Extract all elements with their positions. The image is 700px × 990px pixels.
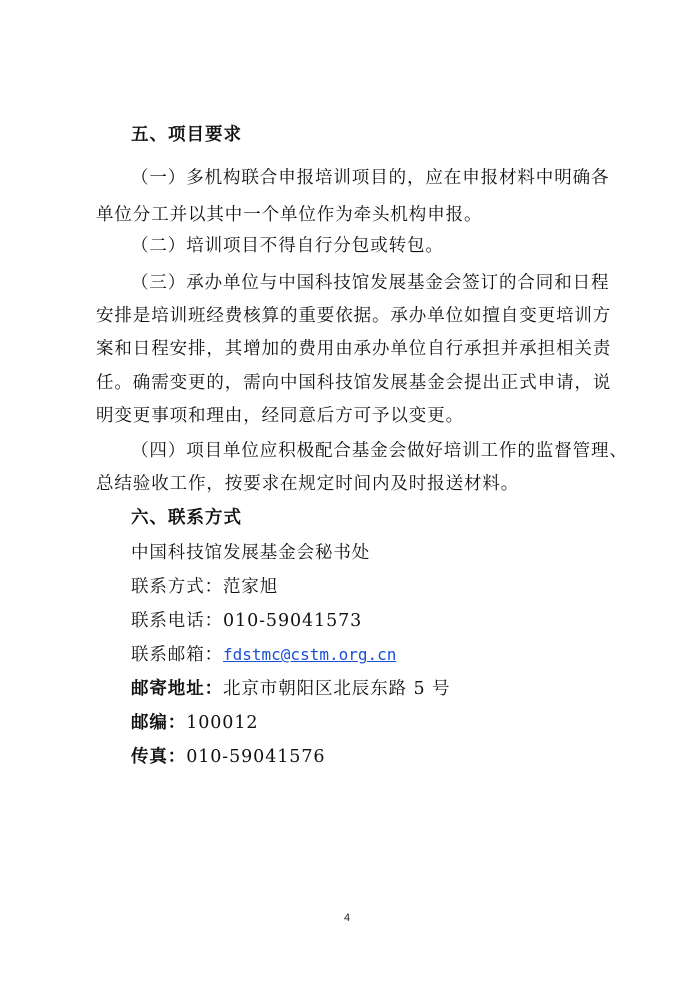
item4-line2: 总结验收工作，按要求在规定时间内及时报送材料。 xyxy=(96,474,520,494)
contact-email-row xyxy=(131,645,396,665)
item3-line4: 任。确需变更的，需向中国科技馆发展基金会提出正式申请，说 xyxy=(96,373,612,393)
page-number: 4 xyxy=(344,912,351,924)
item3-line1: （三）承办单位与中国科技馆发展基金会签订的合同和日程 xyxy=(131,273,610,293)
item2: （二）培训项目不得自行分包或转包。 xyxy=(131,236,444,256)
contact-org: 中国科技馆发展基金会秘书处 xyxy=(131,543,371,563)
contact-phone-row xyxy=(131,611,362,631)
contact-address-label: 邮寄地址： xyxy=(131,679,223,699)
item1-line1: （一）多机构联合申报培训项目的，应在申报材料中明确各 xyxy=(131,168,610,188)
contact-fax-row xyxy=(131,747,325,767)
contact-postcode-label: 邮编： xyxy=(131,713,187,733)
contact-fax-value: 010-59041576 xyxy=(186,747,326,767)
contact-fax-label: 传真： xyxy=(131,747,187,767)
item3-line2: 安排是培训班经费核算的重要依据。承办单位如擅自变更培训方 xyxy=(96,306,612,326)
item1-line2: 单位分工并以其中一个单位作为牵头机构申报。 xyxy=(96,205,483,225)
contact-address-row xyxy=(131,679,450,699)
item3-line3: 案和日程安排，其增加的费用由承办单位自行承担并承担相关责 xyxy=(96,339,612,359)
contact-person-value: 范家旭 xyxy=(223,577,279,597)
item3-line5: 明变更事项和理由，经同意后方可予以变更。 xyxy=(96,406,464,426)
contact-person-label: 联系方式： xyxy=(131,577,223,597)
contact-phone-label: 联系电话： xyxy=(131,611,223,631)
contact-person-row xyxy=(131,577,278,597)
item4-line1: （四）项目单位应积极配合基金会做好培训工作的监督管理、 xyxy=(131,441,628,461)
contact-postcode-row xyxy=(131,713,258,733)
contact-postcode-value: 100012 xyxy=(186,713,259,733)
contact-address-value: 北京市朝阳区北辰东路 5 号 xyxy=(223,679,451,699)
section5-heading: 五、项目要求 xyxy=(131,125,242,145)
section6-heading: 六、联系方式 xyxy=(131,508,242,528)
contact-phone-value: 010-59041573 xyxy=(223,611,363,631)
contact-email-label: 联系邮箱： xyxy=(131,645,223,665)
contact-email-link[interactable]: fdstmc@cstm.org.cn xyxy=(223,645,397,664)
